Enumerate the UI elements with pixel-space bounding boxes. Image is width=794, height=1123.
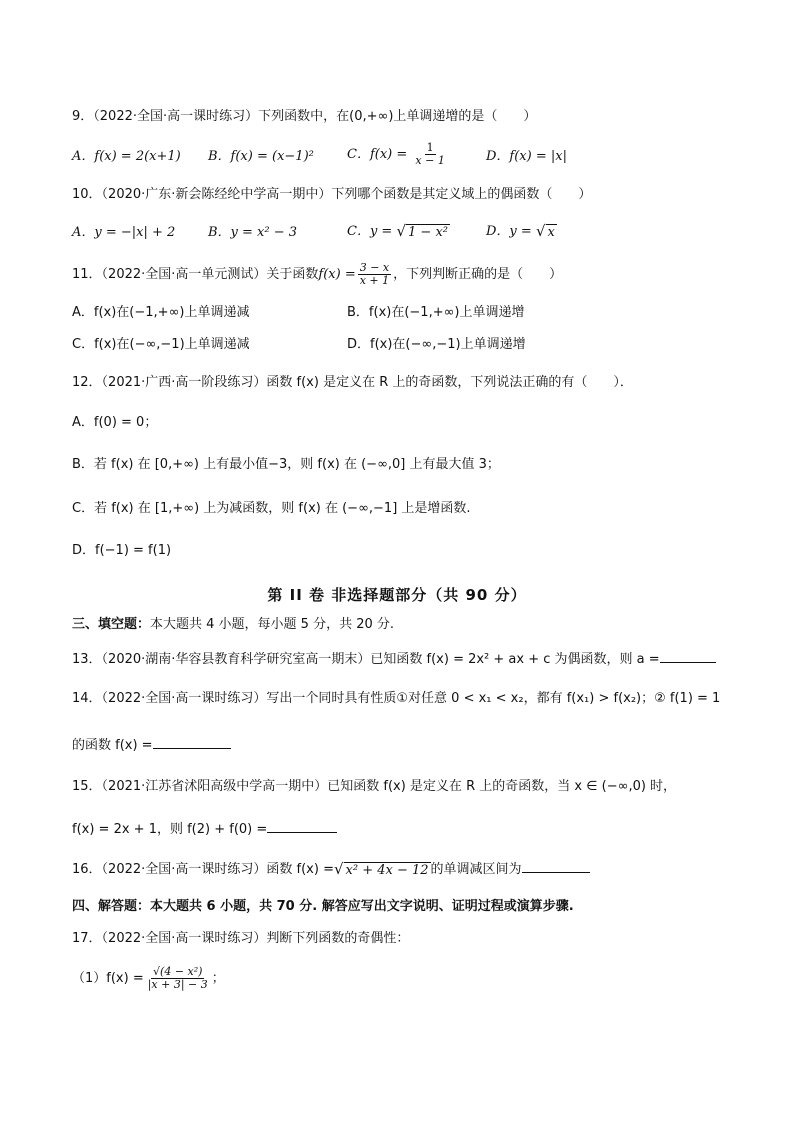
- q16-answer-blank[interactable]: [522, 858, 590, 873]
- q14-answer-blank[interactable]: [153, 734, 231, 749]
- q9-option-a: A．f(x) = 2(x+1): [72, 149, 181, 164]
- q15-line2: f(x) = 2x + 1，则 f(2) + f(0) =: [72, 818, 337, 839]
- q12-option-b: B．若 f(x) 在 [0,+∞) 上有最小值−3，则 f(x) 在 (−∞,0] 上有最大值 3；: [72, 457, 500, 472]
- q9-option-d: D．f(x) = |x|: [486, 149, 567, 164]
- q9-option-c: C．f(x) = $\frac{1}{x - 1}$: [347, 141, 445, 167]
- q9-c-fraction: $\frac{1}{x - 1}$: [415, 141, 445, 167]
- q17-part1: （1）f(x) = $\frac{\text{√(4 − x²)}}{|x + 3| - 3}$ ；: [72, 965, 225, 991]
- part2-title: 第 II 卷 非选择题部分（共 90 分）: [267, 586, 527, 604]
- q13-answer-blank[interactable]: [660, 648, 716, 663]
- q15-answer-blank[interactable]: [267, 818, 337, 833]
- q17-p1-fraction: $\frac{\text{√(4 − x²)}}{|x + 3| - 3}$: [147, 965, 208, 991]
- q10-option-a: A．y = −|x| + 2: [72, 225, 176, 240]
- q10-option-b: B．y = x² − 3: [208, 225, 298, 240]
- q11-option-a: A．f(x)在(−1,+∞)上单调递减: [72, 305, 250, 320]
- q17-stem: 17．（2022·全国·高一课时练习）判断下列函数的奇偶性：: [72, 931, 410, 946]
- q13: 13．（2020·湖南·华容县教育科学研究室高一期末）已知函数 f(x) = 2x² + ax + c 为偶函数，则 a =: [72, 648, 716, 669]
- q16: 16．（2022·全国·高一课时练习）函数 f(x) = √ x² + 4x − 12 的单调减区间为: [72, 858, 590, 879]
- q12-option-a: A．f(0) = 0；: [72, 415, 158, 430]
- q11-fraction: $\frac{3 - x}{x + 1}$: [359, 261, 390, 287]
- q14-line2: 的函数 f(x) =: [72, 734, 231, 755]
- q10-stem: 10．（2020·广东·新会陈经纶中学高一期中）下列哪个函数是其定义域上的偶函数（ ）: [72, 187, 592, 202]
- section-4-header: 四、解答题：本大题共 6 小题，共 70 分. 解答应写出文字说明、证明过程或演算步骤.: [72, 899, 574, 914]
- q9-stem: 9．（2022·全国·高一课时练习）下列函数中，在(0,+∞)上单调递增的是（ ）: [72, 109, 537, 124]
- q11-option-d: D．f(x)在(−∞,−1)上单调递增: [347, 337, 526, 352]
- q11-option-c: C．f(x)在(−∞,−1)上单调递减: [72, 337, 250, 352]
- q15-line1: 15．（2021·江苏省沭阳高级中学高一期中）已知函数 f(x) 是定义在 R 上的奇函数，当 x ∈ (−∞,0) 时，: [72, 779, 677, 794]
- q12-option-d: D．f(−1) = f(1): [72, 543, 172, 558]
- q14-line1: 14．（2022·全国·高一课时练习）写出一个同时具有性质①对任意 0 < x₁ < x₂，都有 f(x₁) > f(x₂)；② f(1) = 1: [72, 691, 721, 706]
- q9-option-b: B．f(x) = (x−1)²: [208, 149, 314, 164]
- q11-option-b: B．f(x)在(−1,+∞)上单调递增: [347, 305, 525, 320]
- q10-option-c: C．y = √ 1 − x²: [347, 222, 449, 240]
- q10-option-d: D．y = √ x: [486, 222, 555, 240]
- q12-option-c: C．若 f(x) 在 [1,+∞) 上为减函数，则 f(x) 在 (−∞,−1] 上是增函数.: [72, 501, 471, 516]
- q11-stem: 11．（2022·全国·高一单元测试）关于函数f(x) = $\frac{3 - x}{x + 1}$ ，下列判断正确的是（ ）: [72, 261, 563, 287]
- q12-stem: 12．（2021·广西·高一阶段练习）函数 f(x) 是定义在 R 上的奇函数，下列说法正确的有（ ）．: [72, 375, 633, 390]
- section-3-header: 三、填空题：本大题共 4 小题，每小题 5 分，共 20 分.: [72, 617, 395, 632]
